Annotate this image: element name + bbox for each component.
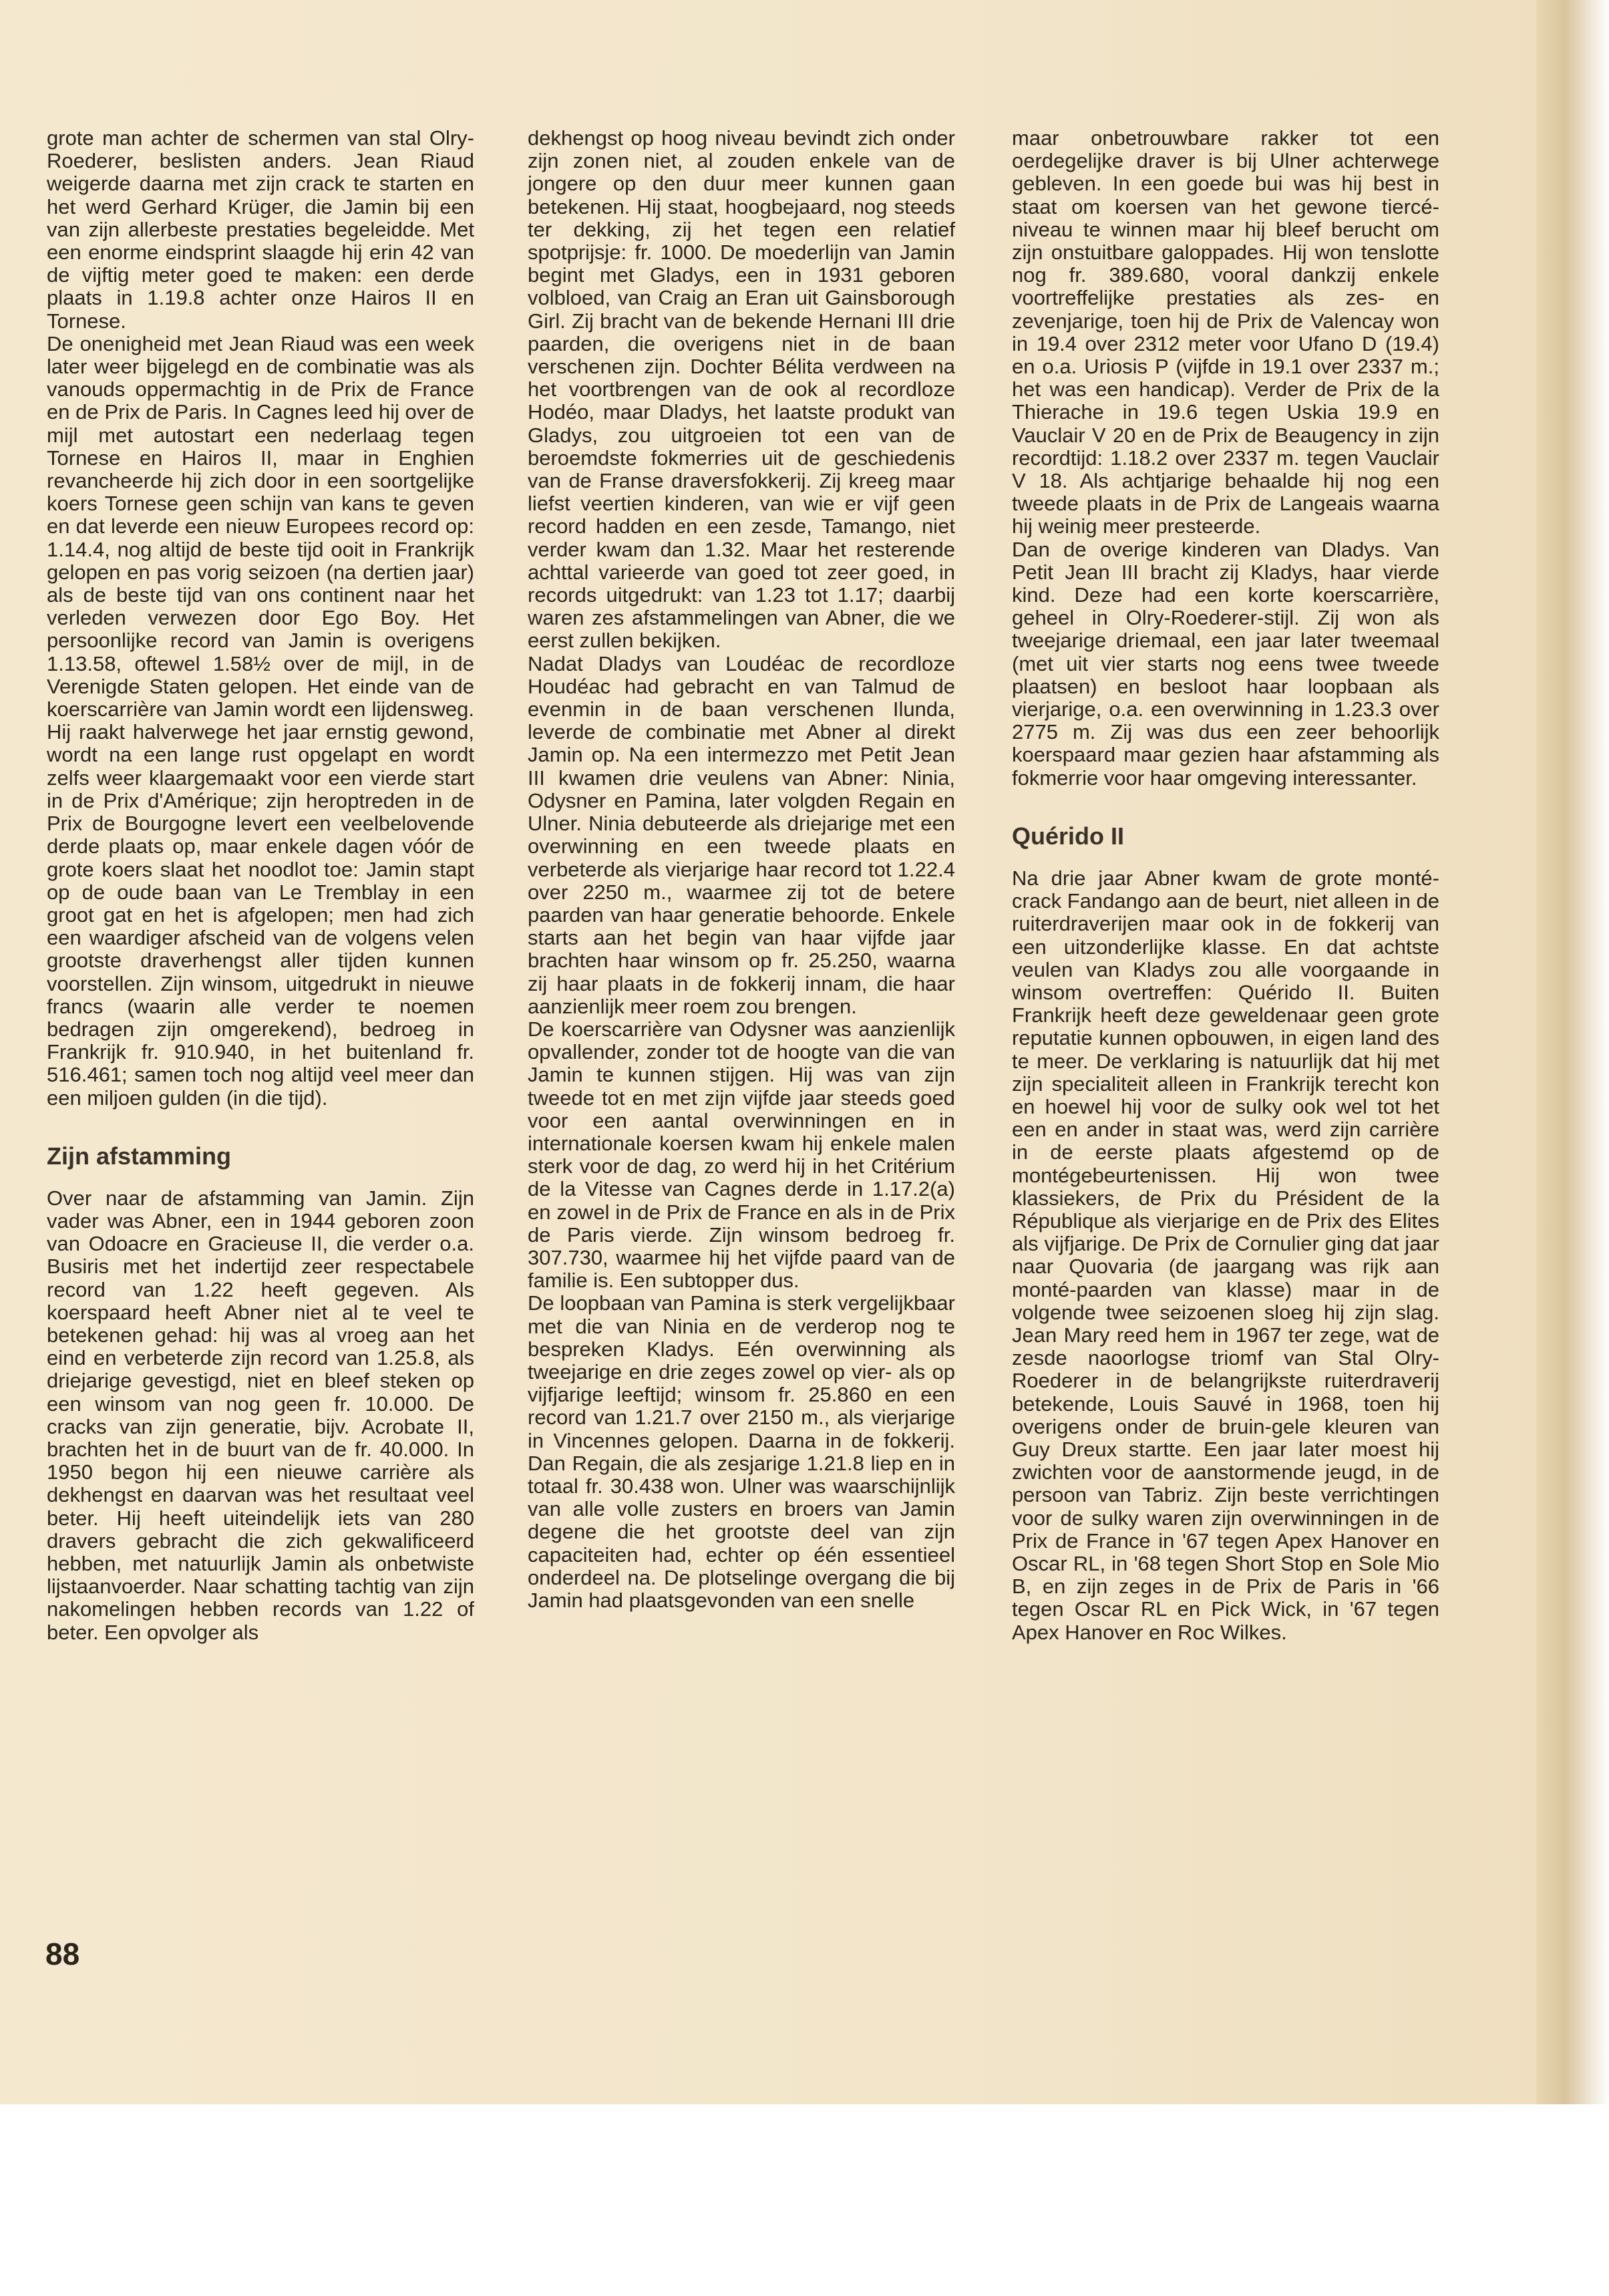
- section-heading: Quérido II: [1012, 822, 1125, 850]
- paragraph: Nadat Dladys van Loudéac de recordloze Houdéac had gebracht en van Talmud de evenmin in de baan verschenen Ilunda, leverde de combinatie met Abner al direkt Jamin op. Na een intermezzo met Petit Jean III kwamen drie veulens van Abner: Ninia, Odysner en Pamina, later volgden Regain en Ulner. Ninia debuteerde als driejarige met een overwinning en een tweede plaats en verbeterde als vierjarige haar record tot 1.22.4 over 2250 m., waarmee zij tot de betere paarden van haar generatie behoorde. Enkele starts aan het begin van haar vijfde jaar brachten haar winsom op fr. 25.250, waarna zij haar plaats in de fokkerij innam, die haar aanzienlijk meer roem zou brengen.: [528, 651, 955, 1018]
- paragraph: dekhengst op hoog niveau bevindt zich onder zijn zonen niet, al zouden enkele van de jongere op den duur meer kunnen gaan betekenen. Hij staat, hoogbejaard, nog steeds ter dekking, zij het tegen een relatief spotprijsje: fr. 1000. De moederlijn van Jamin begint met Gladys, een in 1931 geboren volbloed, van Craig an Eran uit Gainsborough Girl. Zij bracht van de bekende Hernani III drie paarden, die overigens niet in de baan verschenen zijn. Dochter Bélita verdween na het voortbrengen van de ook al recordloze Hodéo, maar Dladys, het laatste produkt van Gladys, zou uitgroeien tot een van de beroemdste fokmerries uit de geschiedenis van de Franse draversfokkerij. Zij kreeg maar liefst veertien kinderen, van wie er vijf geen record hadden en een zesde, Tamango, niet verder kwam dan 1.32. Maar het resterende achttal varieerde van goed tot zeer goed, in records uitgedrukt: van 1.23 tot 1.17; daarbij waren zes afstammelingen van Abner, die we eerst zullen bekijken.: [528, 126, 955, 653]
- text-column-1: [47, 127, 474, 1644]
- paragraph: De koerscarrière van Odysner was aanzienlijk opvallender, zonder tot de hoogte van die van Jamin te kunnen stijgen. Hij was van zijn tweede tot en met zijn vijfde jaar steeds goed voor een aantal overwinningen en in internationale koersen kwam hij enkele malen sterk voor de dag, zo werd hij in het Critérium de la Vitesse van Cagnes derde in 1.17.2(a) en zowel in de Prix de France en als in de Prix de Paris vierde. Zijn winsom bedroeg fr. 307.730, waarmee hij het vijfde paard van de familie is. Een subtopper dus.: [528, 1017, 955, 1293]
- paragraph: Na drie jaar Abner kwam de grote monté-crack Fandango aan de beurt, niet alleen in de ruiterdraverijen maar ook in de fokkerij van een uitzonderlijke klasse. En dat achtste veulen van Kladys zou alle voorgaande in winsom overtreffen: Quérido II. Buiten Frankrijk heeft deze geweldenaar geen grote reputatie kunnen opbouwen, in eigen land des te meer. De verklaring is natuurlijk dat hij met zijn specialiteit alleen in Frankrijk terecht kon en hoewel hij voor de sulky ook wel tot het een en ander in staat was, werd zijn carrière in de eerste plaats afgestemd op de montégebeurtenissen. Hij won twee klassiekers, de Prix du Président de la République als vierjarige en de Prix des Elites als vijfjarige. De Prix de Cornulier ging dat jaar naar Quovaria (de jaargang was rijk aan monté-paarden van klasse) maar in de volgende twee seizoenen sloeg hij zijn slag. Jean Mary reed hem in 1967 ter zege, wat de zesde naoorlogse triomf van Stal Olry-Roederer in de belangrijkste ruiterdraverij betekende, Louis Sauvé in 1968, toen hij overigens onder de bruin-gele kleuren van Guy Dreux startte. Een jaar later moest hij zwichten voor de aanstormende jeugd, in de persoon van Tabriz. Zijn beste verrichtingen voor de sulky waren zijn overwinningen in de Prix de France in '67 tegen Apex Hanover en Oscar RL, in '68 tegen Short Stop en Sole Mio B, en zijn zeges in de Prix de Paris in '66 tegen Oscar RL en Pick Wick, in '67 tegen Apex Hanover en Roc Wilkes.: [1012, 866, 1439, 1644]
- paragraph: De onenigheid met Jean Riaud was een week later weer bijgelegd en de combinatie was als vanouds oppermachtig in de Prix de France en de Prix de Paris. In Cagnes leed hij over de mijl met autostart een nederlaag tegen Tornese en Hairos II, maar in Enghien revancheerde hij zich door in een soortgelijke koers Tornese geen schijn van kans te geven en dat leverde een nieuw Europees record op: 1.14.4, nog altijd de beste tijd ooit in Frankrijk gelopen en pas vorig seizoen (na dertien jaar) als de beste tijd van ons continent naar het verleden verwezen door Ego Boy. Het persoonlijke record van Jamin is overigens 1.13.58, oftewel 1.58½ over de mijl, in de Verenigde Staten gelopen. Het einde van de koerscarrière van Jamin wordt een lijdensweg. Hij raakt halverwege het jaar ernstig gewond, wordt na een lange rust opgelapt en wordt zelfs weer klaargemaakt voor een vierde start in de Prix d'Amérique; zijn heroptreden in de Prix de Bourgogne levert een veelbelovende derde plaats op, maar enkele dagen vóór de grote koers slaat het noodlot toe: Jamin stapt op de oude baan van Le Tremblay in een groot gat en het is afgelopen; men had zich een waardiger afscheid van de volgens velen grootste draverhengst aller tijden kunnen voorstellen. Zijn winsom, uitgedrukt in nieuwe francs (waarin alle verder te noemen bedragen zijn omgerekend), bedroeg in Frankrijk fr. 910.940, in het buitenland fr. 516.461; samen toch nog altijd veel meer dan een miljoen gulden (in die tijd).: [47, 331, 474, 1110]
- page-number: 88: [45, 1937, 80, 1971]
- section-heading: Zijn afstamming: [47, 1142, 232, 1170]
- paragraph: De loopbaan van Pamina is sterk vergelijkbaar met die van Ninia en de verderop nog te bespreken Kladys. Eén overwinning als tweejarige en drie zeges zowel op vier- als op vijfjarige leeftijd; winsom fr. 25.860 en een record van 1.21.7 over 2150 m., als vierjarige in Vincennes gelopen. Daarna in de fokkerij. Dan Regain, die als zesjarige 1.21.8 liep en in totaal fr. 30.438 won. Ulner was waarschijnlijk van alle volle zusters en broers van Jamin degene die het grootste deel van zijn capaciteiten had, echter op één essentieel onderdeel na. De plotselinge overgang die bij Jamin had plaatsgevonden van een snelle: [528, 1291, 955, 1612]
- paragraph: Over naar de afstamming van Jamin. Zijn vader was Abner, een in 1944 geboren zoon van Odoacre en Gracieuse II, die verder o.a. Busiris met het indertijd zeer respectabele record van 1.22 heeft gegeven. Als koerspaard heeft Abner niet al te veel te betekenen gehad: hij was al vroeg aan het eind en verbeterde zijn record van 1.25.8, als driejarige gevestigd, niet en bleef steken op een winsom van nog geen fr. 10.000. De cracks van zijn generatie, bijv. Acrobate II, brachten het in de buurt van de fr. 40.000. In 1950 begon hij een nieuwe carrière als dekhengst en daarvan was het resultaat veel beter. Hij heeft uiteindelijk iets van 280 dravers gebracht die zich gekwalificeerd hebben, met natuurlijk Jamin als onbetwiste lijstaanvoerder. Naar schatting tachtig van zijn nakomelingen hebben records van 1.22 of beter. Een opvolger als: [47, 1186, 474, 1644]
- paragraph: maar onbetrouwbare rakker tot een oerdegelijke draver is bij Ulner achterwege gebleven. In een goede bui was hij best in staat om koersen van het gewone tiercé-niveau te winnen maar hij bleef berucht om zijn onstuitbare galoppades. Hij won tenslotte nog fr. 389.680, vooral dankzij enkele voortreffelijke prestaties als zes- en zevenjarige, toen hij de Prix de Valencay won in 19.4 over 2312 meter voor Ufano D (19.4) en o.a. Uriosis P (vijfde in 19.1 over 2337 m.; het was een handicap). Verder de Prix de la Thierache in 19.6 tegen Uskia 19.9 en Vauclair V 20 en de Prix de Beaugency in zijn recordtijd: 1.18.2 over 2337 m. tegen Vauclair V 18. Als achtjarige behaalde hij nog een tweede plaats in de Prix de Langeais waarna hij weinig meer presteerde.: [1012, 126, 1439, 538]
- text-column-2: [528, 127, 955, 1612]
- page-edge-shadow: [1536, 0, 1609, 2104]
- paragraph: Dan de overige kinderen van Dladys. Van Petit Jean III bracht zij Kladys, haar vierde kind. Deze had een korte koerscarrière, geheel in Olry-Roederer-stijl. Zij won als tweejarige driemaal, een jaar later tweemaal (met uit vier starts nog eens twee tweede plaatsen) en besloot haar loopbaan als vierjarige, o.a. een overwinning in 1.23.3 over 2775 m. Zij was dus een zeer behoorlijk koerspaard maar gezien haar afstamming als fokmerrie voor haar omgeving interessanter.: [1012, 537, 1439, 790]
- text-column-3: [1012, 127, 1439, 1644]
- paragraph: grote man achter de schermen van stal Olry-Roederer, beslisten anders. Jean Riaud weigerde daarna met zijn crack te starten en het werd Gerhard Krüger, die Jamin bij een van zijn allerbeste prestaties begeleidde. Met een enorme eindsprint slaagde hij erin 42 van de vijftig meter goed te maken: een derde plaats in 1.19.8 achter onze Hairos II en Tornese.: [47, 126, 474, 333]
